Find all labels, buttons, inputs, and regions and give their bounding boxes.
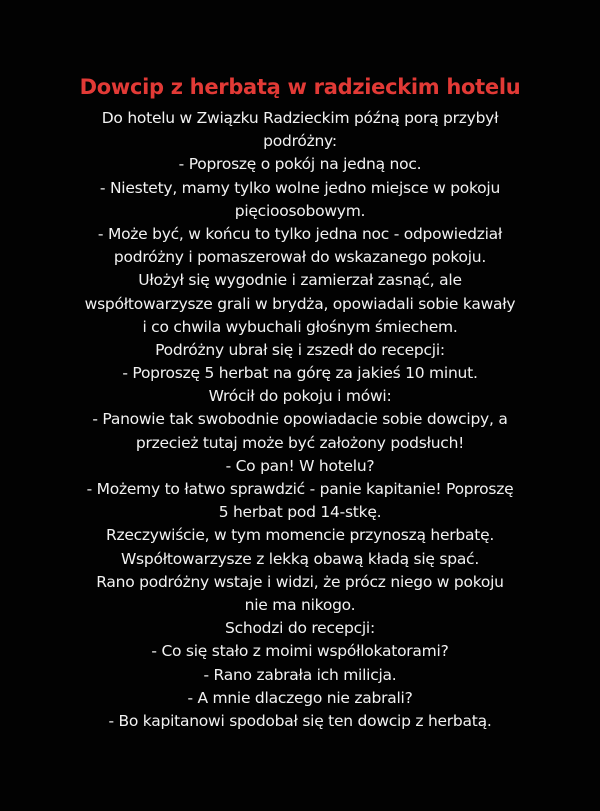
- text-line: Do hotelu w Związku Radzieckim późną porą przybył: [101, 109, 499, 127]
- text-line: - Rano zabrała ich milicja.: [203, 665, 397, 684]
- text-line: - Panowie tak swobodnie opowiadacie sobie dowcipy, a: [92, 410, 508, 429]
- text-line: i co chwila wybuchali głośnym śmiechem.: [142, 317, 458, 336]
- text-line: podróżny i pomaszerował do wskazanego pokoju.: [113, 248, 487, 267]
- text-line: współtowarzysze grali w brydża, opowiadali sobie kawały: [84, 294, 516, 313]
- text-line: Ułożył się wygodnie i zamierzał zasnąć, ale: [138, 271, 462, 290]
- text-line: pięcioosobowym.: [234, 201, 366, 220]
- text-line: Współtowarzysze z lekką obawą kładą się spać.: [120, 549, 480, 568]
- text-line: Rano podróżny wstaje i widzi, że prócz niego w pokoju: [96, 572, 504, 591]
- text-line: - Poproszę 5 herbat na górę za jakieś 10 minut.: [122, 364, 478, 383]
- text-line: Podróżny ubrał się i zszedł do recepcji:: [155, 340, 445, 359]
- text-line: - Co pan! W hotelu?: [225, 456, 375, 475]
- text-line: nie ma nikogo.: [244, 595, 356, 614]
- text-line: 5 herbat pod 14-stkę.: [218, 503, 382, 522]
- text-line: - Poproszę o pokój na jedną noc.: [178, 155, 422, 174]
- joke-body: [0, 107, 600, 733]
- text-line: Schodzi do recepcji:: [225, 619, 375, 638]
- text-line: podróżny:: [263, 132, 337, 151]
- text-line: przecież tutaj może być założony podsłuch!: [135, 433, 465, 452]
- text-line: - Może być, w końcu to tylko jedna noc - odpowiedział: [97, 224, 503, 243]
- text-line: Rzeczywiście, w tym momencie przynoszą herbatę.: [105, 526, 495, 545]
- text-line: - Niestety, mamy tylko wolne jedno miejsce w pokoju: [99, 178, 501, 197]
- text-line: - Co się stało z moimi współlokatorami?: [151, 642, 449, 661]
- text-line: - A mnie dlaczego nie zabrali?: [187, 688, 413, 707]
- text-line: Wrócił do pokoju i mówi:: [208, 387, 392, 406]
- text-line: - Możemy to łatwo sprawdzić - panie kapitanie! Poproszę: [86, 480, 514, 498]
- page-title: Dowcip z herbatą w radzieckim hotelu: [79, 75, 521, 99]
- text-line: - Bo kapitanowi spodobał się ten dowcip z herbatą.: [108, 711, 492, 730]
